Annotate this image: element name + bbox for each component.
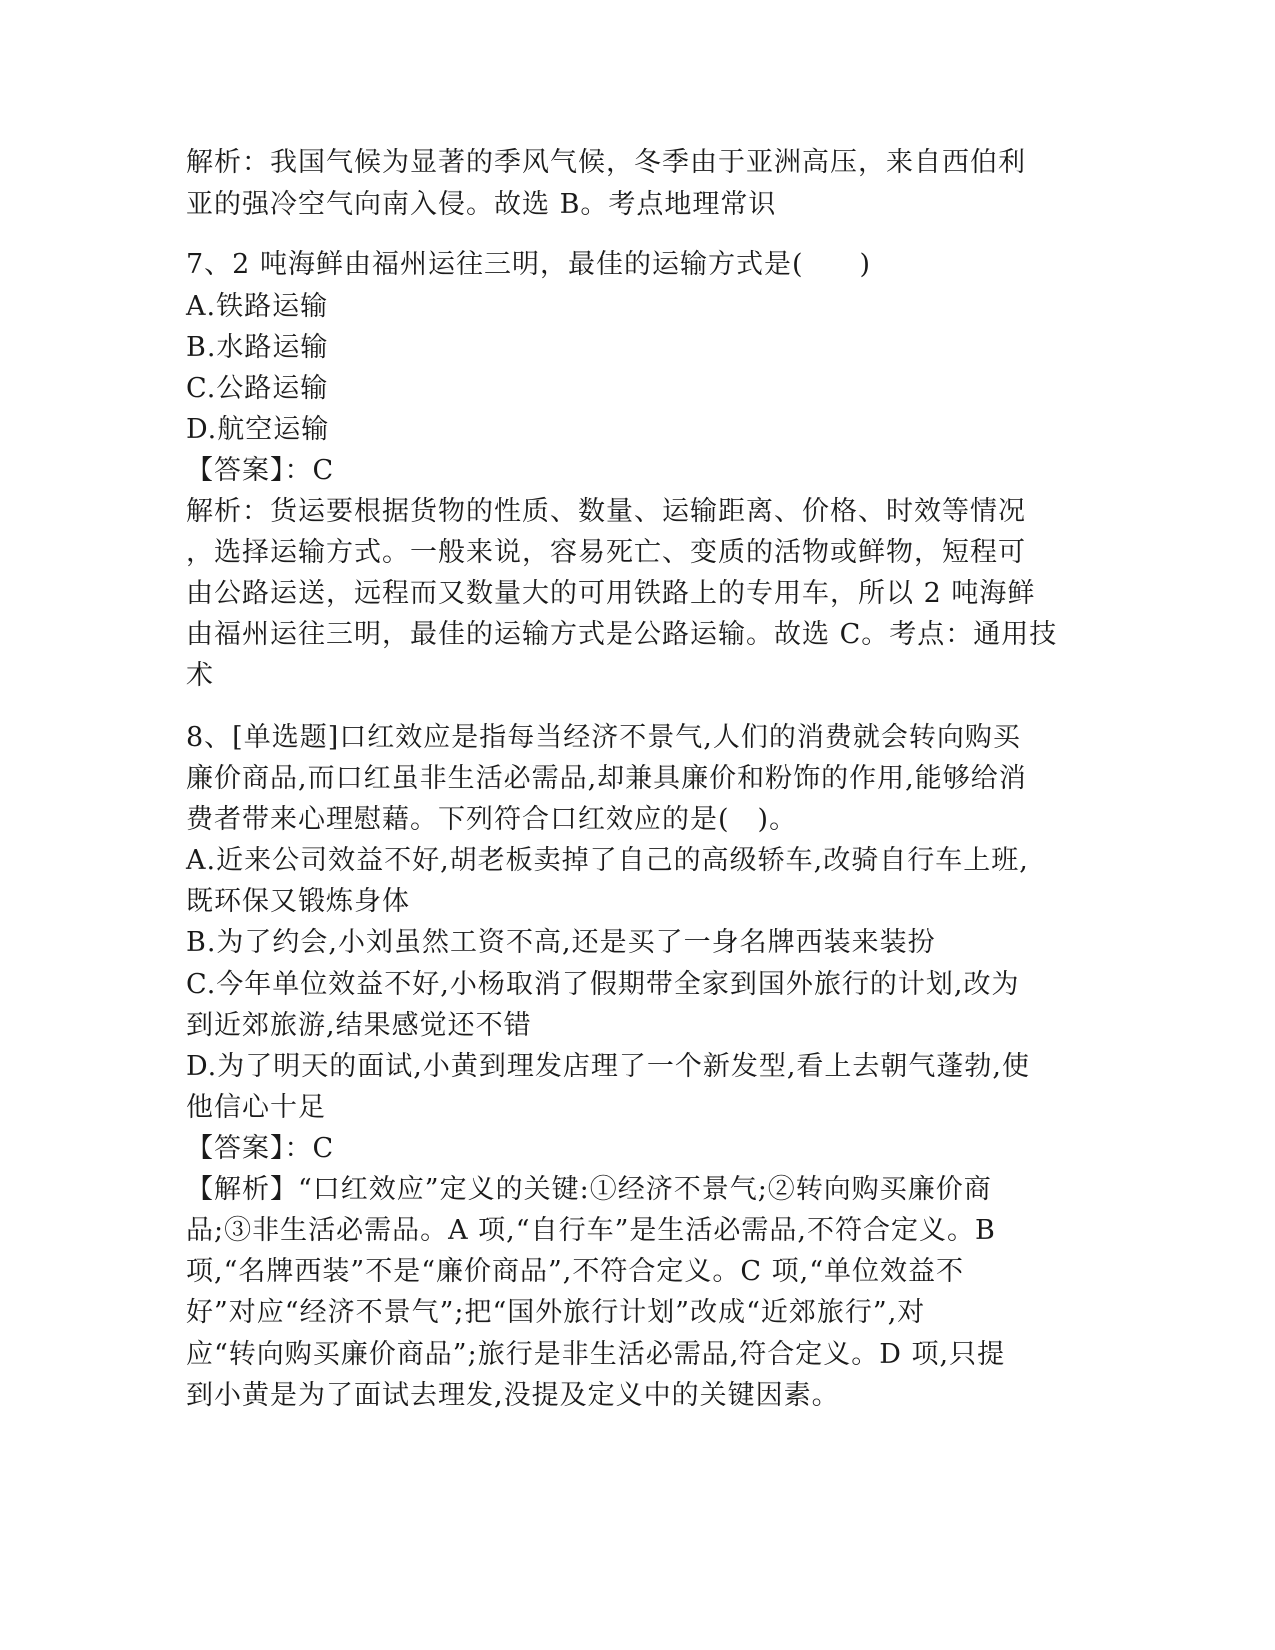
q7-option-c: C.公路运输 — [186, 373, 329, 404]
q7-question: 7、2 吨海鲜由福州运往三明，最佳的运输方式是( ) — [186, 249, 872, 280]
q6-explanation-line-2: 亚的强冷空气向南入侵。故选 B。考点地理常识 — [186, 189, 777, 220]
q8-explanation-line-6: 到小黄是为了面试去理发,没提及定义中的关键因素。 — [186, 1380, 840, 1411]
q8-explanation-line-5: 应“转向购买廉价商品”;旅行是非生活必需品,符合定义。D 项,只提 — [186, 1339, 1006, 1370]
q8-explanation-line-4: 好”对应“经济不景气”;把“国外旅行计划”改成“近郊旅行”,对 — [186, 1297, 926, 1328]
q8-option-c-line-2: 到近郊旅游,结果感觉还不错 — [186, 1010, 532, 1041]
q8-explanation-line-1: 【解析】“口红效应”定义的关键:①经济不景气;②转向购买廉价商 — [186, 1174, 992, 1205]
q6-explanation-line-1: 解析：我国气候为显著的季风气候，冬季由于亚洲高压，来自西伯利 — [186, 147, 1026, 178]
q7-explanation-line-4: 由福州运往三明，最佳的运输方式是公路运输。故选 C。考点：通用技 — [186, 619, 1058, 650]
q8-question-line-1: 8、[单选题]口红效应是指每当经济不景气,人们的消费就会转向购买 — [186, 722, 1021, 753]
q8-question-line-3: 费者带来心理慰藉。下列符合口红效应的是( )。 — [186, 804, 798, 835]
q7-explanation-line-2: ，选择运输方式。一般来说，容易死亡、变质的活物或鲜物，短程可 — [186, 537, 1026, 568]
q8-option-c-line-1: C.今年单位效益不好,小杨取消了假期带全家到国外旅行的计划,改为 — [186, 969, 1020, 1000]
q8-explanation-line-3: 项,“名牌西装”不是“廉价商品”,不符合定义。C 项,“单位效益不 — [186, 1256, 965, 1287]
q7-option-a: A.铁路运输 — [186, 291, 329, 322]
q7-option-b: B.水路运输 — [186, 332, 329, 363]
q8-option-a-line-2: 既环保又锻炼身体 — [186, 886, 410, 917]
q8-answer: 【答案】：C — [186, 1133, 335, 1164]
q7-answer: 【答案】：C — [186, 455, 335, 486]
q8-question-line-2: 廉价商品,而口红虽非生活必需品,却兼具廉价和粉饰的作用,能够给消 — [186, 763, 1027, 794]
q8-option-d-line-2: 他信心十足 — [186, 1092, 326, 1123]
q7-option-d: D.航空运输 — [186, 414, 330, 445]
q7-explanation-line-1: 解析：货运要根据货物的性质、数量、运输距离、价格、时效等情况 — [186, 496, 1026, 527]
q8-explanation-line-2: 品;③非生活必需品。A 项,“自行车”是生活必需品,不符合定义。B — [186, 1215, 996, 1246]
q8-option-a-line-1: A.近来公司效益不好,胡老板卖掉了自己的高级轿车,改骑自行车上班, — [186, 845, 1029, 876]
q7-explanation-line-5: 术 — [186, 660, 214, 691]
q7-explanation-line-3: 由公路运送，远程而又数量大的可用铁路上的专用车，所以 2 吨海鲜 — [186, 578, 1036, 609]
q8-option-d-line-1: D.为了明天的面试,小黄到理发店理了一个新发型,看上去朝气蓬勃,使 — [186, 1051, 1031, 1082]
q8-option-b: B.为了约会,小刘虽然工资不高,还是买了一身名牌西装来装扮 — [186, 927, 936, 958]
